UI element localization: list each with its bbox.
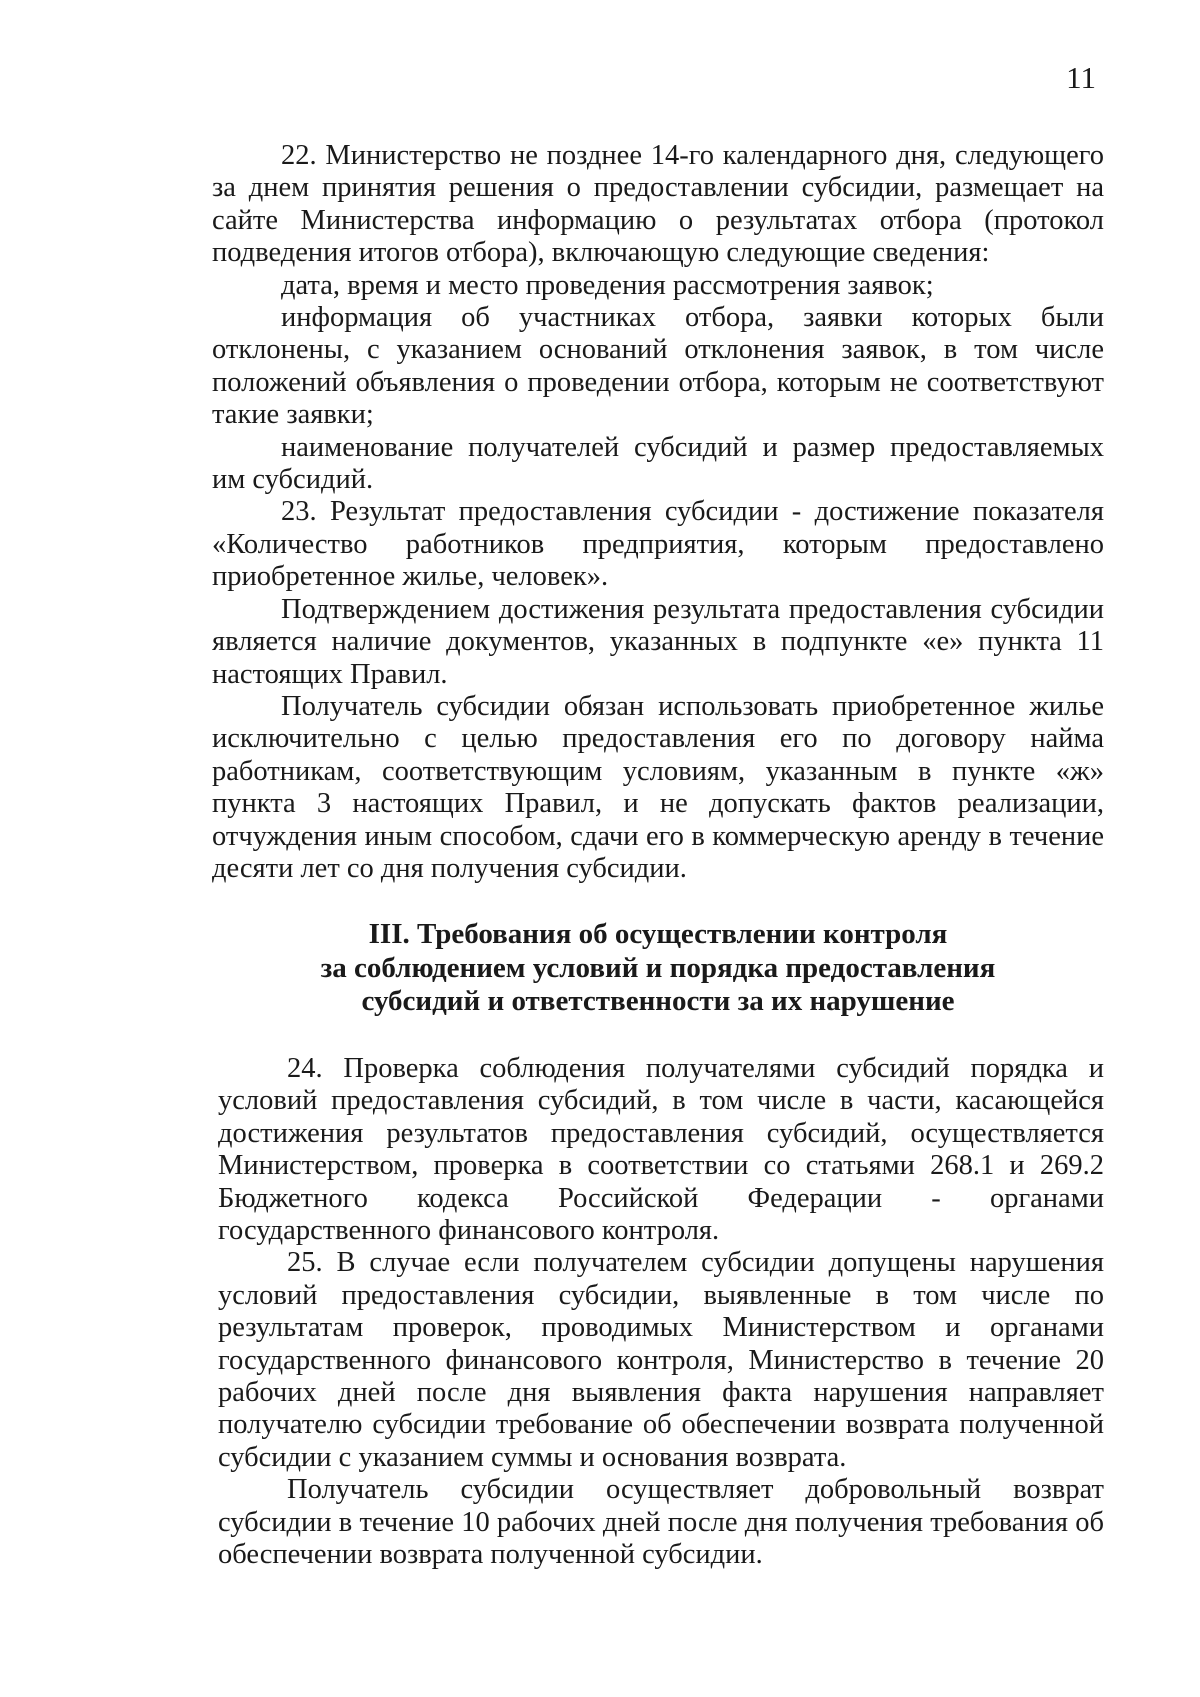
list-item-date-time-place: дата, время и место проведения рассмотрения заявок; <box>281 269 934 301</box>
paragraph-recipient-obligation: Получатель субсидии обязан использовать приобретенное жилье исключительно с целью предоставления его по договору найма работникам, соответствующим условиям, указанным в пункте «ж» пункта 3 настоящих Правил, и не допускать фактов реализации, отчуждения иным способом, сдачи его в коммерческую аренду в течение десяти лет со дня получения субсидии. <box>212 690 1104 884</box>
section-3-control <box>218 1053 1104 1572</box>
list-item-recipients: наименование получателей субсидий и размер предоставляемых им субсидий. <box>212 431 1104 496</box>
page-number: 11 <box>1066 60 1096 95</box>
paragraph-confirmation: Подтверждением достижения результата предоставления субсидии является наличие документов, указанных в подпункте «е» пункта 11 настоящих Правил. <box>212 593 1104 690</box>
paragraph-24: 24. Проверка соблюдения получателями субсидий порядка и условий предоставления субсидий, в том числе в части, касающейся достижения результатов предоставления субсидий, осуществляется Министерством, проверка в соответствии со статьями 268.1 и 269.2 Бюджетного кодекса Российской Федерации - органами государственного финансового контроля. <box>218 1053 1104 1247</box>
heading-line-2: за соблюдением условий и порядка предоставления <box>320 951 996 984</box>
section-2-subsidy-results <box>212 140 1104 885</box>
paragraph-voluntary-return: Получатель субсидии осуществляет добровольный возврат субсидии в течение 10 рабочих дней после дня получения требования об обеспечении возврата полученной субсидии. <box>218 1474 1104 1571</box>
paragraph-22: 22. Министерство не позднее 14-го календарного дня, следующего за днем принятия решения о предоставлении субсидии, размещает на сайте Министерства информацию о результатах отбора (протокол подведения итогов отбора), включающую следующие сведения: <box>212 140 1104 269</box>
heading-line-3: субсидий и ответственности за их нарушение <box>361 985 955 1017</box>
paragraph-25: 25. В случае если получателем субсидии допущены нарушения условий предоставления субсидии, выявленные в том числе по результатам проверок, проводимых Министерством и органами государственного финансового контроля, Министерство в течение 20 рабочих дней после дня выявления факта нарушения направляет получателю субсидии требование об обеспечении возврата полученной субсидии с указанием суммы и основания возврата. <box>218 1247 1104 1473</box>
list-item-rejected-participants: информация об участниках отбора, заявки которых были отклонены, с указанием оснований отклонения заявок, в том числе положений объявления о проведении отбора, которым не соответствуют такие заявки; <box>212 302 1104 431</box>
heading-line-1: III. Требования об осуществлении контроля <box>368 918 948 950</box>
paragraph-23: 23. Результат предоставления субсидии - достижение показателя «Количество работников предприятия, которым предоставлено приобретенное жилье, человек». <box>212 496 1104 593</box>
section-heading <box>212 918 1104 1019</box>
